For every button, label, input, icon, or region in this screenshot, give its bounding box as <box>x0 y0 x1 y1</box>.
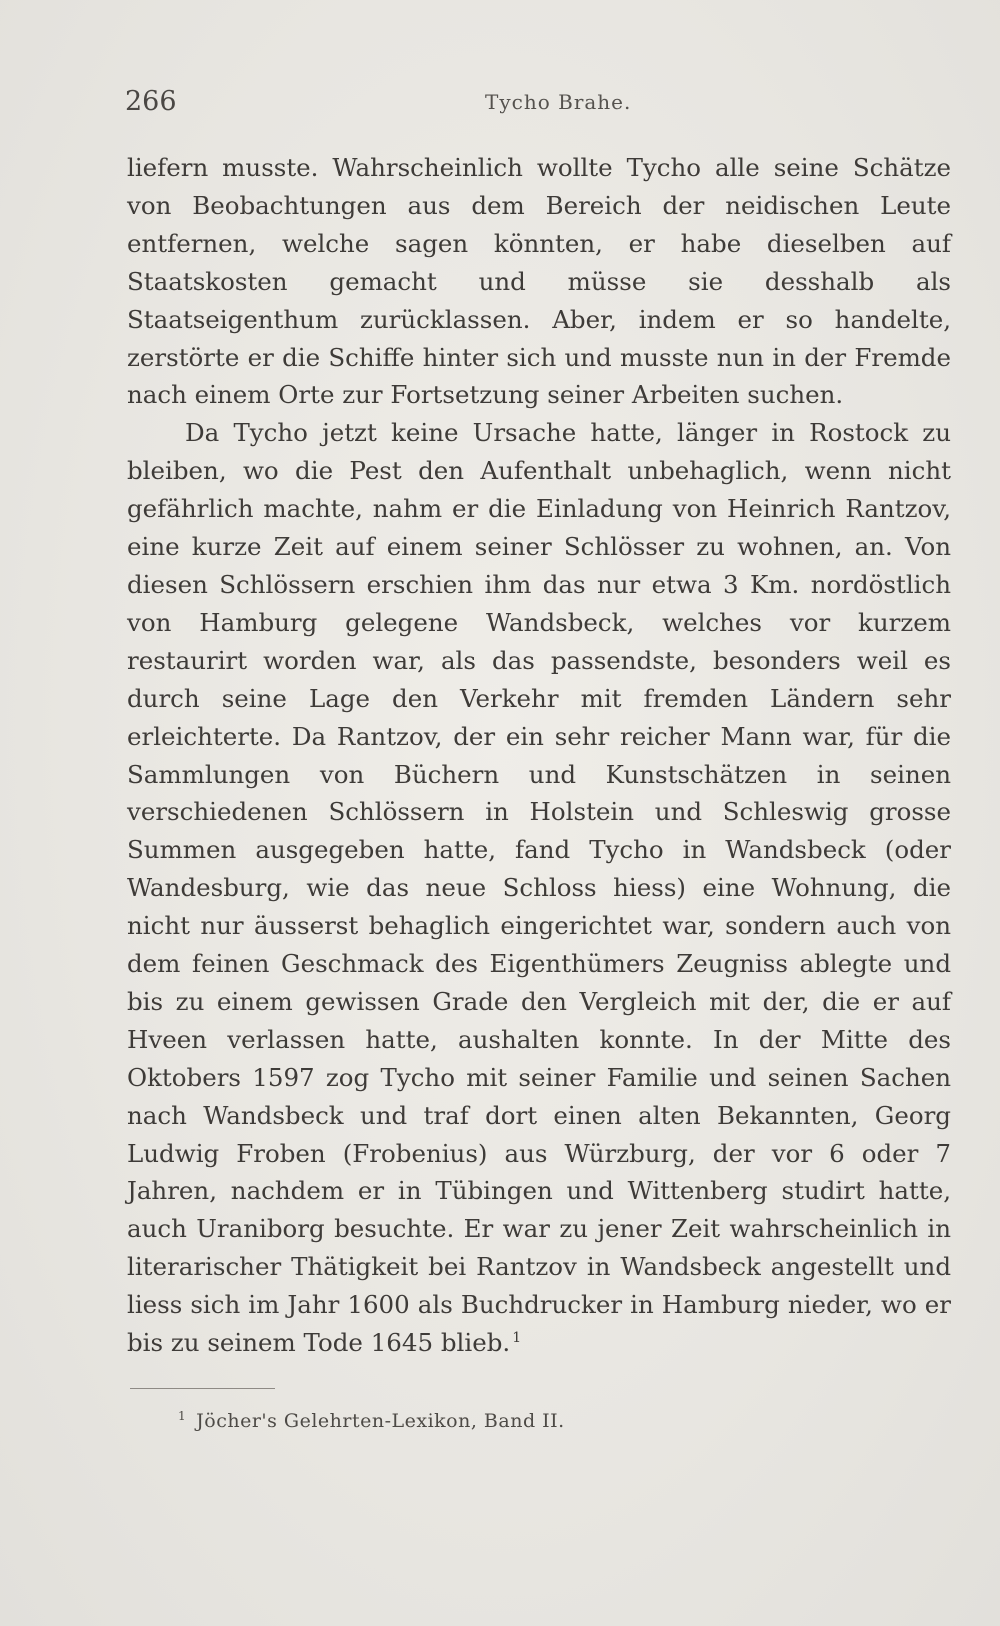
footnote-mark: 1 <box>178 1408 187 1423</box>
running-title: Tycho Brahe. <box>485 90 632 114</box>
footnote-reference: 1 <box>512 1329 522 1346</box>
running-head <box>125 86 951 122</box>
footnote-text: Jöcher's Gelehrten-Lexikon, Band II. <box>196 1410 565 1432</box>
paragraph <box>127 149 951 414</box>
body-text <box>127 149 951 1362</box>
paragraph <box>127 414 951 1362</box>
footnote <box>178 1410 878 1432</box>
paragraph-text: liefern musste. Wahrscheinlich wollte Tycho alle seine Schätze von Beobachtungen aus dem Bereich der neidischen Leute entfernen, welche sagen könnten, er habe dieselben auf Staatskosten gemacht und müsse sie desshalb als Staatseigenthum zurücklassen. Aber, indem er so handelte, zerstörte er die Schiffe hinter sich und musste nun in der Fremde nach einem Orte zur Fortsetzung seiner Arbeiten suchen. <box>127 153 951 410</box>
footnote-divider <box>130 1388 275 1389</box>
page-number: 266 <box>125 86 177 117</box>
paragraph-text: Da Tycho jetzt keine Ursache hatte, länger in Rostock zu bleiben, wo die Pest den Aufenthalt unbehaglich, wenn nicht gefährlich machte, nahm er die Einladung von Heinrich Rantzov, eine kurze Zeit auf einem seiner Schlösser zu wohnen, an. Von diesen Schlössern erschien ihm das nur etwa 3 Km. nordöstlich von Hamburg gelegene Wandsbeck, welches vor kurzem restaurirt worden war, als das passendste, besonders weil es durch seine Lage den Verkehr mit fremden Ländern sehr erleichterte. Da Rantzov, der ein sehr reicher Mann war, für die Sammlungen von Büchern und Kunstschätzen in seinen verschiedenen Schlössern in Holstein und Schleswig grosse Summen ausgegeben hatte, fand Tycho in Wandsbeck (oder Wandesburg, wie das neue Schloss hiess) eine Wohnung, die nicht nur äusserst behaglich eingerichtet war, sondern auch von dem feinen Geschmack des Eigenthümers Zeugniss ablegte und bis zu einem gewissen Grade den Vergleich mit der, die er auf Hveen verlassen hatte, aushalten konnte. In der Mitte des Oktobers 1597 zog Tycho mit seiner Familie und seinen Sachen nach Wandsbeck und traf dort einen alten Bekannten, Georg Ludwig Froben (Frobenius) aus Würzburg, der vor 6 oder 7 Jahren, nachdem er in Tübingen und Wittenberg studirt hatte, auch Uraniborg besuchte. Er war zu jener Zeit wahrscheinlich in literarischer Thätigkeit bei Rantzov in Wandsbeck angestellt und liess sich im Jahr 1600 als Buchdrucker in Hamburg nieder, wo er bis zu seinem Tode 1645 blieb. <box>127 418 951 1358</box>
